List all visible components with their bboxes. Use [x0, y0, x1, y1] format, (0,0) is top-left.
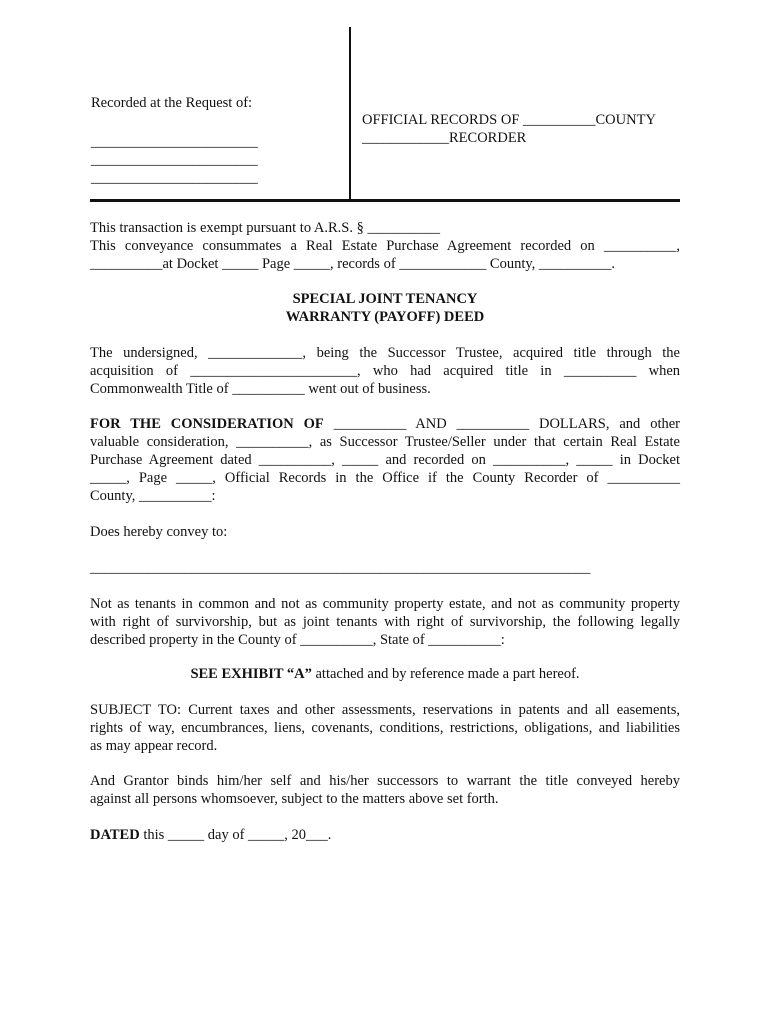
requester-blank-line-2: _______________________ [91, 152, 258, 168]
requester-blank-line-3: _______________________ [91, 170, 258, 186]
dated-label: DATED [90, 827, 140, 843]
consideration-paragraph [90, 415, 680, 505]
exhibit-line [90, 665, 680, 683]
undersigned-paragraph [90, 344, 680, 398]
exemption-paragraph [90, 219, 680, 273]
grantor-line-1: And Grantor binds him/her self and his/her successors to warrant the title conveyed hereby [90, 773, 680, 789]
grantee-blank-line: _____________________________________________________________________ [90, 560, 591, 576]
exemption-line: This transaction is exempt pursuant to A.R.S. § __________ [90, 220, 440, 236]
conveyance-line-2: __________at Docket _____ Page _____, records of ____________ County, __________. [90, 256, 616, 272]
deed-title [90, 290, 680, 326]
tenancy-line-2: with right of survivorship, but as joint tenants with right of survivorship, the following legally [90, 614, 680, 630]
tenancy-paragraph [90, 595, 680, 649]
header-vertical-divider [349, 27, 351, 200]
deed-title-line-1: SPECIAL JOINT TENANCY [292, 291, 478, 307]
subject-line-2: rights of way, encumbrances, liens, covenants, conditions, restrictions, obligations, and liabilities [90, 720, 680, 736]
grantor-line-2: against all persons whomsoever, subject to the matters above set forth. [90, 791, 499, 807]
official-records-line: OFFICIAL RECORDS OF __________COUNTY [362, 112, 656, 128]
consideration-line-2: valuable consideration, __________, as Successor Trustee/Seller under that certain Real Estate [90, 434, 680, 450]
convey-to-text: Does hereby convey to: [90, 524, 228, 540]
tenancy-line-3: described property in the County of __________, State of __________: [90, 632, 505, 648]
consideration-lead: FOR THE CONSIDERATION OF [90, 416, 324, 432]
exhibit-label: SEE EXHIBIT “A” [190, 666, 312, 682]
subject-line-3: as may appear record. [90, 738, 218, 754]
undersigned-line-2: acquisition of _______________________, who had acquired title in __________ when [90, 363, 680, 379]
recorder-line: ____________RECORDER [362, 130, 527, 146]
consideration-line-3: Purchase Agreement dated __________, _____ and recorded on __________, _____ in Docket [90, 452, 680, 468]
subject-to-paragraph [90, 701, 680, 755]
consideration-line-5: County, __________: [90, 488, 216, 504]
header-horizontal-rule [90, 199, 680, 202]
tenancy-line-1: Not as tenants in common and not as community property estate, and not as community property [90, 596, 680, 612]
exhibit-rest: attached and by reference made a part hereof. [311, 666, 580, 682]
dated-line [90, 826, 331, 844]
deed-title-line-2: WARRANTY (PAYOFF) DEED [285, 309, 485, 325]
grantor-paragraph [90, 772, 680, 808]
undersigned-line-1: The undersigned, _____________, being the Successor Trustee, acquired title through the [90, 345, 680, 361]
dated-rest: this _____ day of _____, 20___. [139, 827, 332, 843]
consideration-line-1 [90, 415, 680, 433]
subject-line-1: SUBJECT TO: Current taxes and other assessments, reservations in patents and all easements, [90, 702, 680, 718]
consideration-line-1-rest: __________ AND __________ DOLLARS, and other [323, 416, 680, 432]
consideration-line-4: _____, Page _____, Official Records in the Office if the County Recorder of __________ [90, 470, 680, 486]
conveyance-line-1: This conveyance consummates a Real Estate Purchase Agreement recorded on __________, [90, 238, 680, 254]
recorded-at-request-label: Recorded at the Request of: [91, 95, 253, 111]
undersigned-line-3: Commonwealth Title of __________ went out of business. [90, 381, 431, 397]
requester-blank-line-1: _______________________ [91, 134, 258, 150]
